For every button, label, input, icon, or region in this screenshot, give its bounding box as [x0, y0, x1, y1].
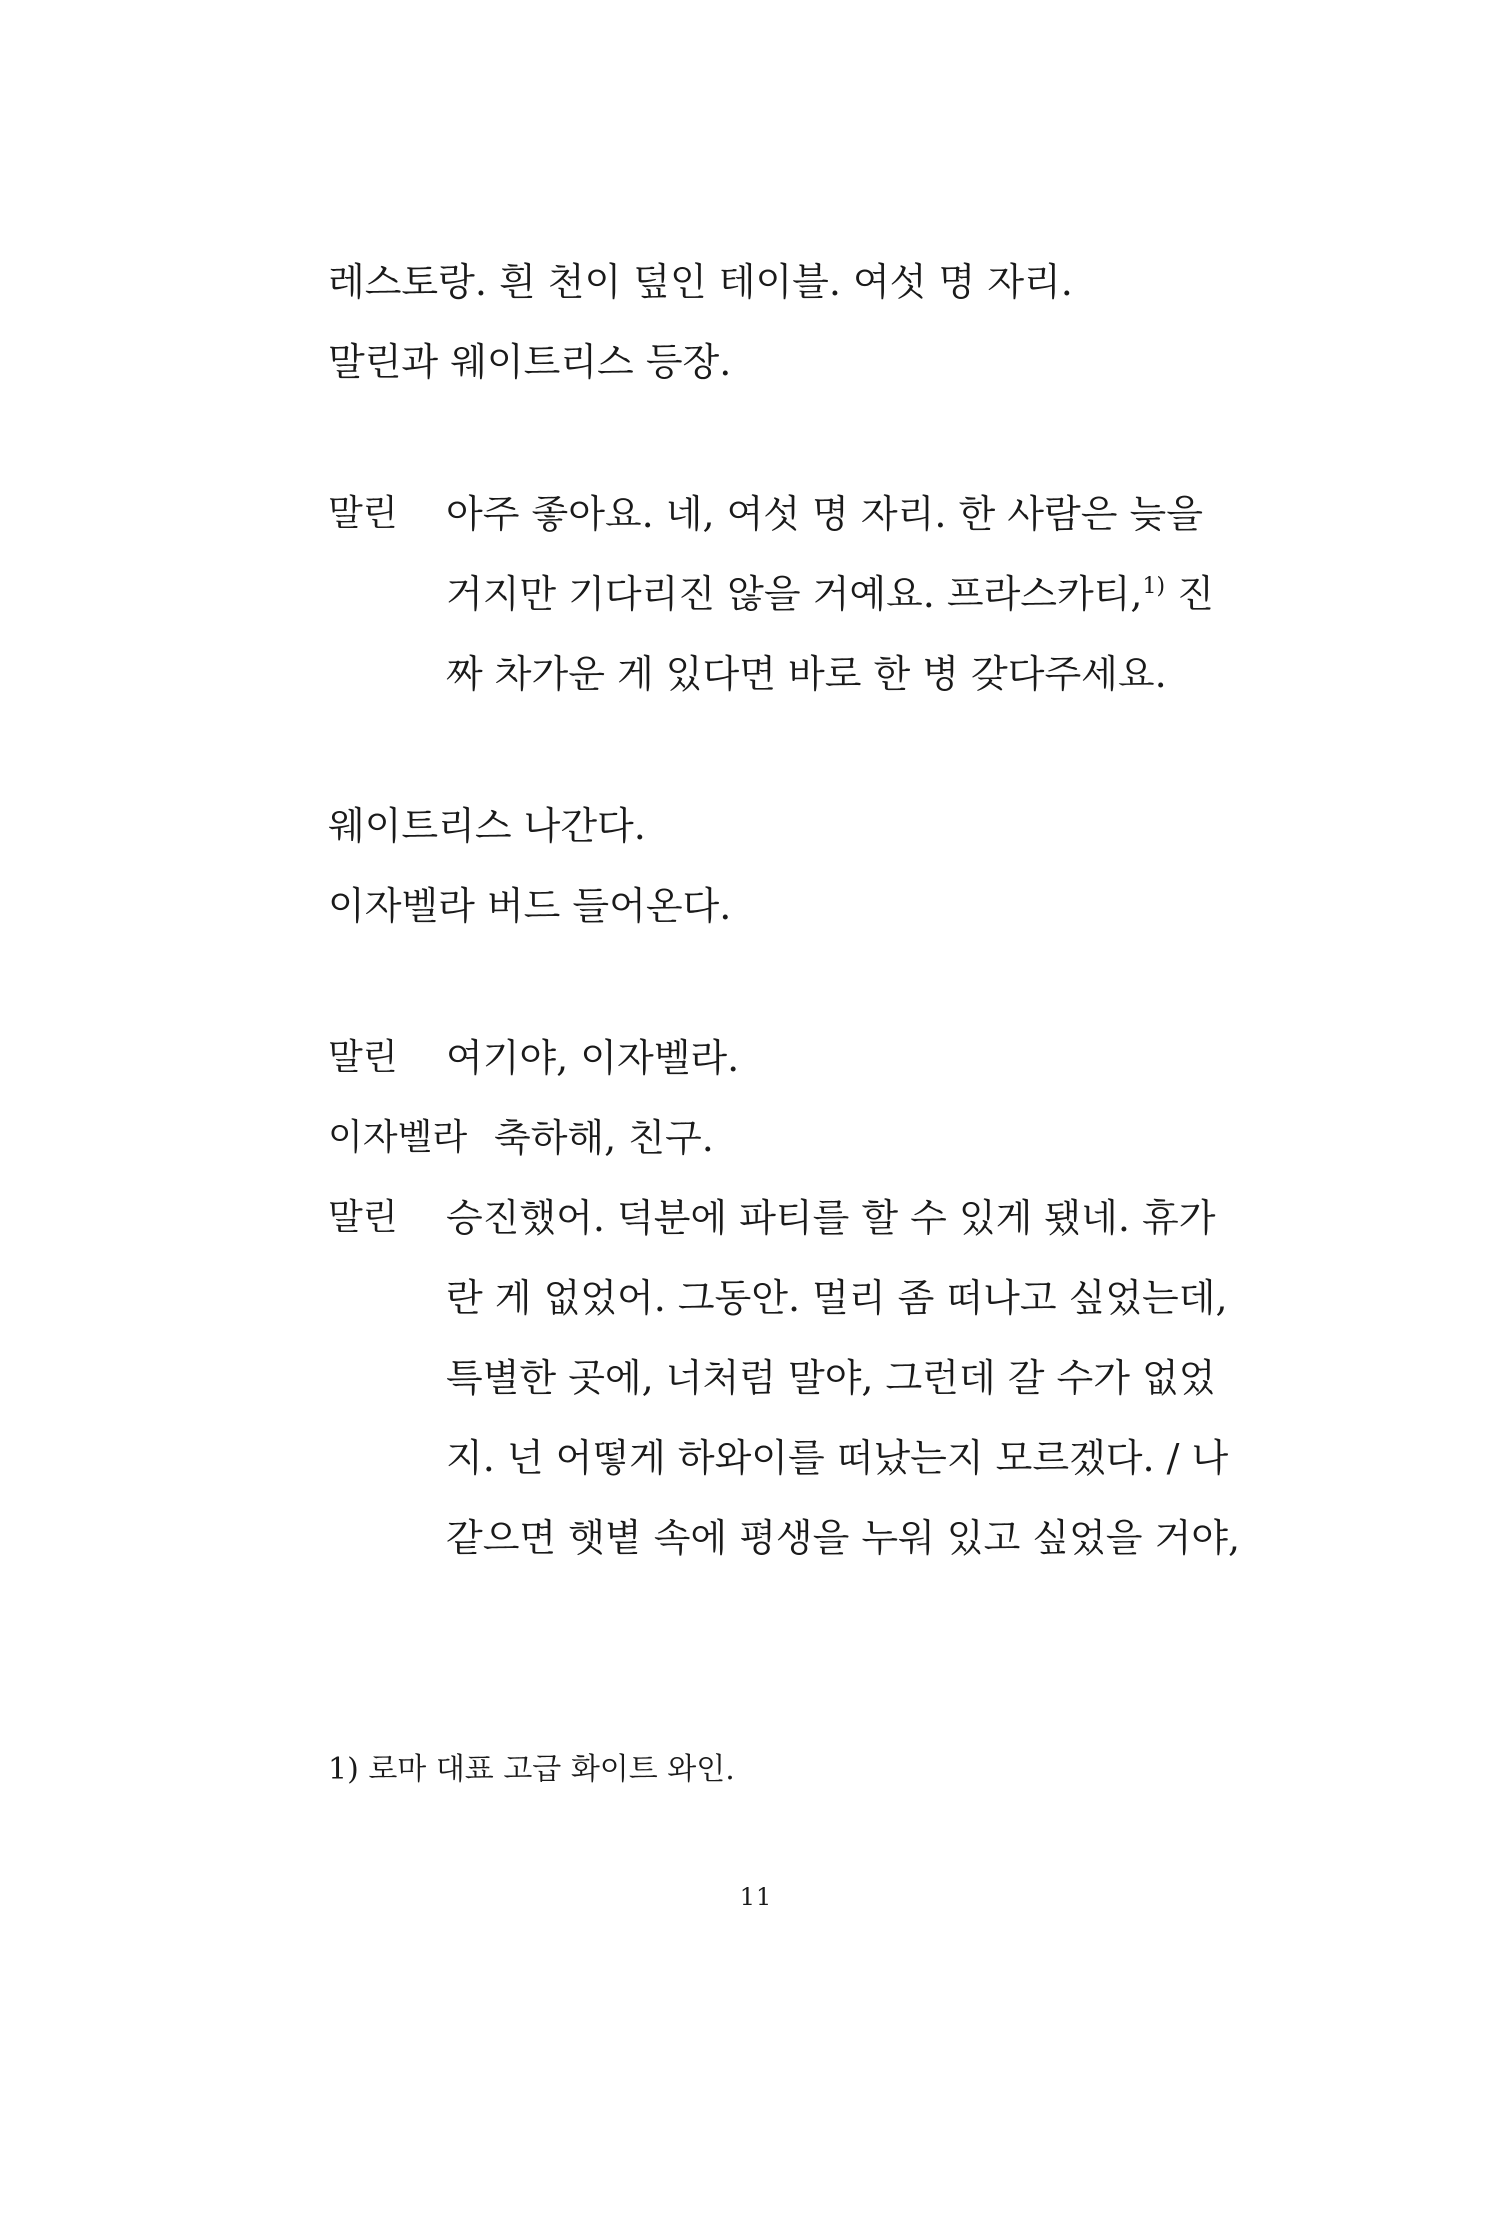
speaker-name: 말린 [328, 1197, 398, 1238]
page-number: 11 [739, 1883, 773, 1911]
dialogue-text: 거지만 기다리진 않을 거예요. 프라스카티, [446, 572, 1143, 616]
dialogue-line: 축하해, 친구. [494, 1116, 714, 1160]
footnote-reference: 1) [1142, 574, 1166, 599]
dialogue-text: 진 [1177, 572, 1214, 616]
speaker-name: 말린 [328, 1037, 398, 1078]
dialogue-line: 짜 차가운 게 있다면 바로 한 병 갖다주세요. [446, 652, 1167, 696]
speaker-name: 말린 [328, 493, 398, 534]
stage-direction: 이자벨라 버드 들어온다. [328, 884, 732, 928]
footnote: 1) 로마 대표 고급 화이트 와인. [328, 1752, 735, 1787]
dialogue-line: 여기야, 이자벨라. [446, 1036, 740, 1080]
dialogue-line: 란 게 없었어. 그동안. 멀리 좀 떠나고 싶었는데, [446, 1276, 1228, 1320]
dialogue-line: 특별한 곳에, 너처럼 말야, 그런데 갈 수가 없었 [446, 1356, 1216, 1400]
dialogue-line: 지. 넌 어떻게 하와이를 떠났는지 모르겠다. / 나 [446, 1436, 1229, 1480]
speaker-name: 이자벨라 [328, 1117, 468, 1158]
dialogue-line-with-footnote [446, 570, 1214, 618]
stage-direction: 레스토랑. 흰 천이 덮인 테이블. 여섯 명 자리. [328, 260, 1073, 304]
stage-direction: 말린과 웨이트리스 등장. [328, 340, 732, 384]
dialogue-line: 승진했어. 덕분에 파티를 할 수 있게 됐네. 휴가 [446, 1196, 1216, 1240]
stage-direction: 웨이트리스 나간다. [328, 804, 646, 848]
dialogue-line: 아주 좋아요. 네, 여섯 명 자리. 한 사람은 늦을 [446, 492, 1203, 536]
dialogue-line: 같으면 햇볕 속에 평생을 누워 있고 싶었을 거야, [446, 1516, 1241, 1560]
